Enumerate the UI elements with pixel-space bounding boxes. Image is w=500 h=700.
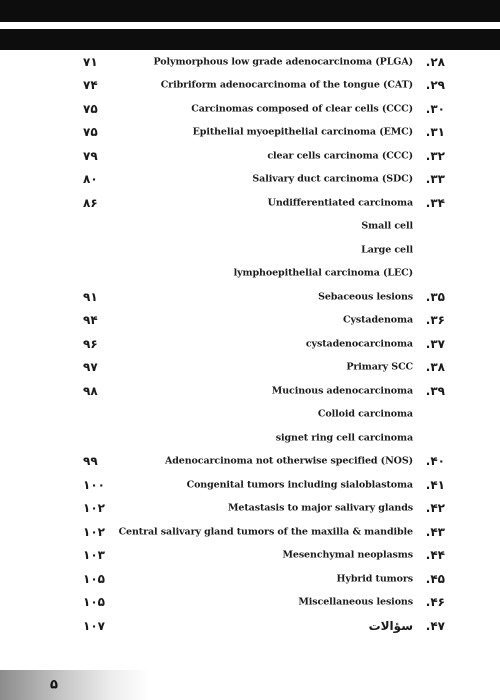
toc-entry-number: ۴۲. [425,501,445,516]
toc-entry-title: Hybrid tumors [336,573,413,584]
toc-entry [0,544,500,568]
toc-entry-title: lymphoepithelial carcinoma (LEC) [233,267,413,279]
toc-entry-number: ۳۹. [425,383,445,398]
toc-subentry [0,403,500,427]
toc-entry-number: ۳۵. [425,289,445,304]
toc-entry-number: ۴۵. [425,571,445,586]
toc-subentry [0,426,500,450]
toc-entry-title: سؤالات [368,618,413,633]
toc-entry-page: ۱۰۷ [83,618,105,633]
toc-entry-title: Salivary duct carcinoma (SDC) [252,173,413,185]
toc-entry-page: ۹۷ [83,360,98,375]
toc-entry [0,168,500,192]
toc-entry [0,191,500,215]
toc-entry [0,567,500,591]
toc-entry-number: ۳۳. [425,172,445,187]
toc-entry [0,591,500,615]
toc-entry-number: ۲۹. [425,78,445,93]
toc-entry-page: ۹۶ [83,336,98,351]
toc-entry-page: ۷۵ [83,101,98,116]
toc-entry-page: ۱۰۰ [83,477,105,492]
toc-entry-page: ۱۰۵ [83,595,105,610]
toc-entry-number: ۳۸. [425,360,445,375]
toc-entry-page: ۱۰۳ [83,548,105,563]
toc-entry [0,309,500,333]
toc-entry-number: ۴۷. [425,618,445,633]
toc-entry-title: Undifferentiated carcinoma [267,197,413,208]
toc-entry-title: cystadenocarcinoma [305,338,413,349]
toc-entry-page: ۷۵ [83,125,98,140]
header-bar [0,29,500,50]
toc-entry-page: ۸۶ [83,195,98,210]
toc-entry-page: ۱۰۲ [83,501,105,516]
toc-entry-title: Central salivary gland tumors of the maxilla & mandible [118,526,413,537]
page-footer [0,670,500,700]
toc-entry-title: Polymorphous low grade adenocarcinoma (PLGA) [153,56,413,67]
toc-entry [0,74,500,98]
toc-subentry [0,262,500,286]
toc-entry [0,614,500,638]
toc-entry-number: ۲۸. [425,54,445,69]
toc-entry-number: ۳۶. [425,313,445,328]
toc-entry-number: ۳۰. [425,101,445,116]
toc-entry-number: ۴۳. [425,524,445,539]
toc-entry-title: clear cells carcinoma (CCC) [267,150,413,161]
toc-entry-number: ۴۱. [425,477,445,492]
toc-entry [0,497,500,521]
toc-entry-page: ۷۴ [83,78,98,93]
toc-entry [0,97,500,121]
toc-entry-number: ۳۲. [425,148,445,163]
toc-entry-page: ۹۸ [83,383,98,398]
toc-entry-title: Carcinomas composed of clear cells (CCC) [191,103,413,114]
toc-entry-page: ۸۰ [83,172,98,187]
table-of-contents [0,50,500,638]
toc-entry-number: ۳۴. [425,195,445,210]
toc-entry-page: ۷۱ [83,54,98,69]
toc-entry-title: Mesenchymal neoplasms [282,549,413,561]
toc-entry [0,285,500,309]
toc-subentry [0,215,500,239]
toc-entry-title: Colloid carcinoma [317,408,413,420]
toc-entry [0,520,500,544]
toc-entry [0,50,500,74]
toc-entry-page: ۹۹ [83,454,98,469]
toc-entry [0,332,500,356]
toc-entry-title: Congenital tumors including sialoblastoma [186,479,413,490]
toc-entry-page: ۷۹ [83,148,98,163]
toc-entry-title: signet ring cell carcinoma [275,432,413,443]
toc-entry-title: Primary SCC [346,361,413,373]
toc-entry-page: ۹۴ [83,313,98,328]
toc-entry-title: Sebaceous lesions [318,291,413,302]
toc-entry [0,356,500,380]
toc-entry [0,379,500,403]
toc-entry-page: ۱۰۵ [83,571,105,586]
toc-entry-title: Adenocarcinoma not otherwise specified (NOS) [164,455,413,467]
toc-entry-number: ۴۴. [425,548,445,563]
toc-entry-title: Miscellaneous lesions [298,596,413,608]
footer-page-number: ۵ [50,677,58,693]
toc-entry-title: Mucinous adenocarcinoma [271,385,413,396]
toc-entry-number: ۴۰. [425,454,445,469]
toc-entry-page: ۹۱ [83,289,98,304]
toc-entry-page: ۱۰۲ [83,524,105,539]
toc-entry-title: Large cell [361,244,413,255]
toc-entry-title: Epithelial myoepithelial carcinoma (EMC) [192,126,413,138]
toc-entry [0,144,500,168]
toc-entry-title: Metastasis to major salivary glands [228,502,413,514]
toc-entry-number: ۴۶. [425,595,445,610]
header-bar-top [0,0,500,22]
toc-entry [0,121,500,145]
toc-entry-number: ۳۷. [425,336,445,351]
toc-entry [0,450,500,474]
toc-entry-title: Small cell [361,220,413,232]
toc-entry-number: ۳۱. [425,125,445,140]
toc-entry [0,473,500,497]
toc-entry-title: Cystadenoma [342,314,413,326]
toc-subentry [0,238,500,262]
toc-entry-title: Cribriform adenocarcinoma of the tongue (CAT) [160,79,413,91]
